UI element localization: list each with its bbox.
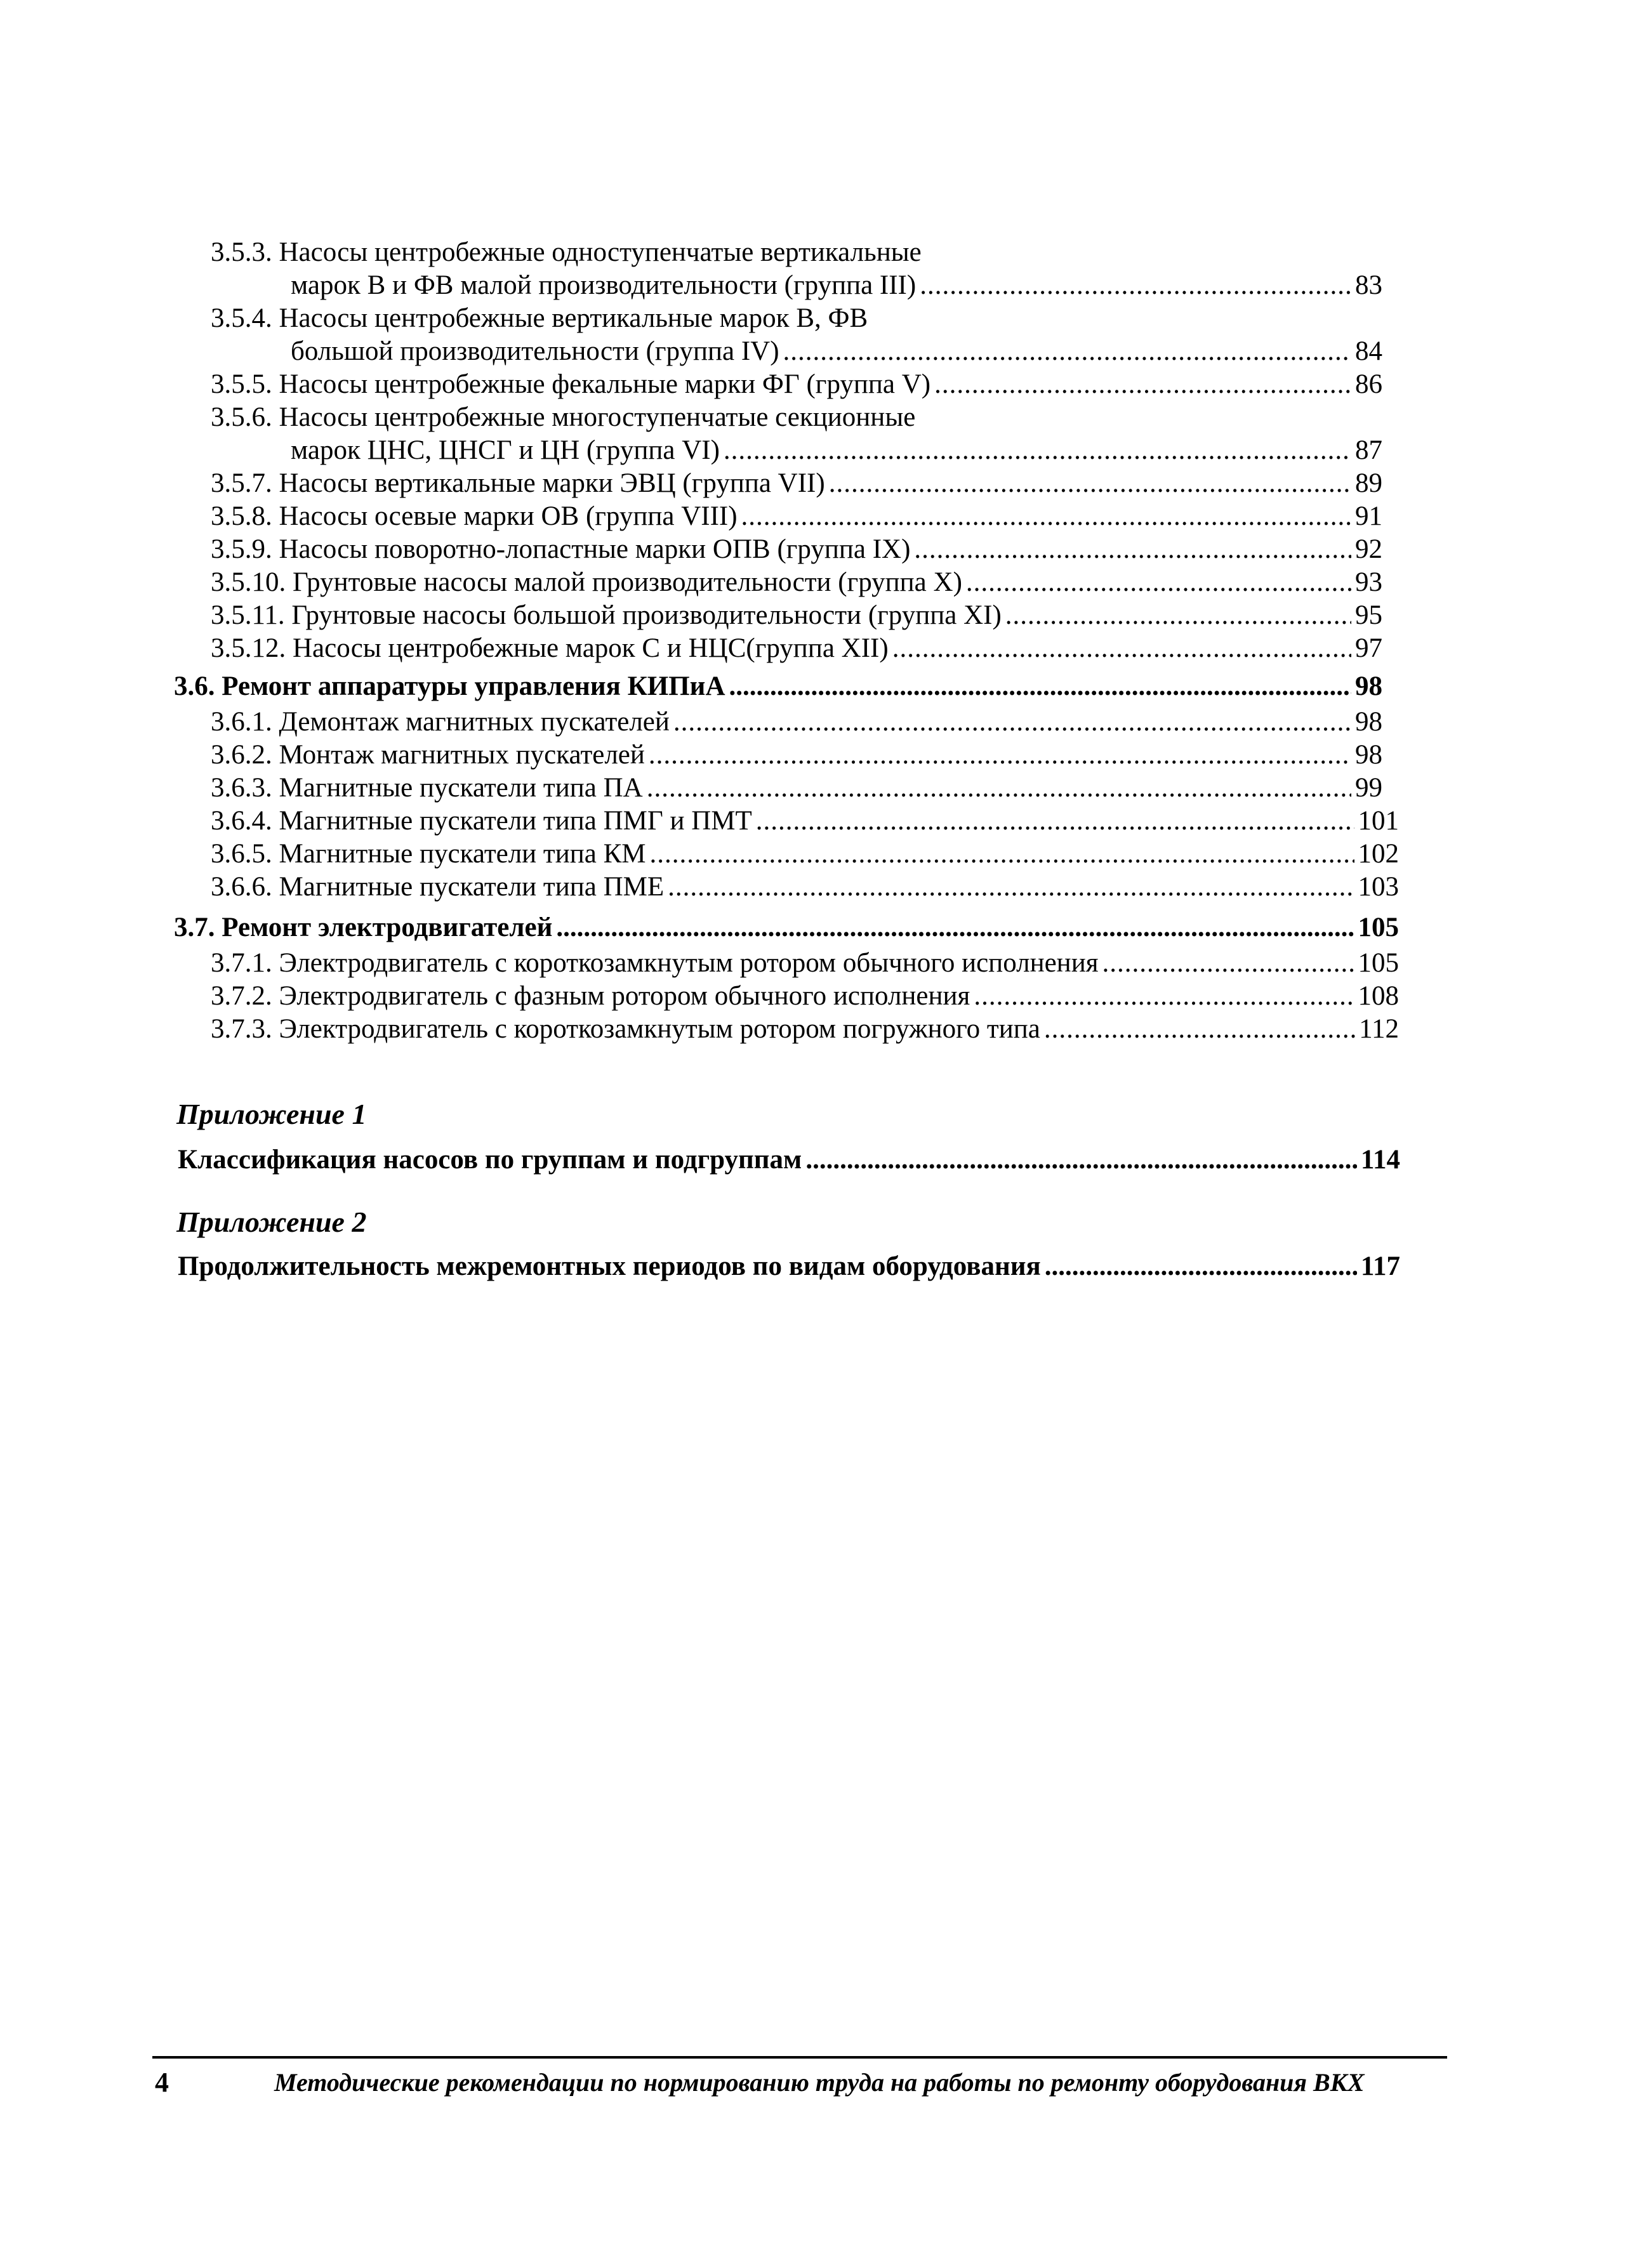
toc-page-number: 91 [1355, 501, 1382, 531]
toc-entry-3-6-5 [211, 838, 1399, 871]
footer-page-number: 4 [155, 2067, 169, 2098]
toc-entry-3-5-6-line2 [291, 434, 1382, 467]
toc-page-number: 101 [1358, 806, 1399, 836]
leader-dots [649, 739, 1351, 772]
toc-page-number: 102 [1358, 839, 1399, 869]
toc-page-number: 84 [1355, 336, 1382, 366]
toc-appendix-1 [178, 1144, 1400, 1177]
toc-entry-3-5-5 [211, 368, 1382, 401]
leader-dots [966, 566, 1351, 599]
toc-entry-3-5-6-line1 [211, 401, 1391, 434]
toc-page-number: 112 [1359, 1014, 1399, 1044]
toc-entry-text: 3.5.7. Насосы вертикальные марки ЭВЦ (группа VII) [211, 468, 825, 498]
toc-entry-3-5-4-line2 [291, 335, 1382, 368]
toc-page-number: 98 [1355, 740, 1382, 770]
leader-dots [805, 1144, 1357, 1177]
toc-entry-text: 3.5.11. Грунтовые насосы большой производительности (группа XI) [211, 600, 1002, 630]
toc-page-number: 98 [1355, 707, 1382, 737]
toc-entry-3-6-3 [211, 772, 1382, 805]
leader-dots [556, 911, 1354, 944]
toc-entry-text: 3.5.6. Насосы центробежные многоступенчатые секционные [211, 402, 916, 432]
toc-entry-3-5-12 [211, 632, 1382, 665]
toc-appendix-2 [178, 1250, 1400, 1283]
toc-page-number: 92 [1355, 534, 1382, 564]
toc-section-3-6 [174, 670, 1382, 703]
toc-entry-3-6-1 [211, 706, 1382, 739]
leader-dots [934, 368, 1351, 401]
toc-section-3-7 [174, 911, 1399, 944]
leader-dots [914, 533, 1351, 566]
toc-section-text: 3.7. Ремонт электродвигателей [174, 913, 553, 942]
toc-entry-text: 3.5.10. Грунтовые насосы малой производительности (группа X) [211, 567, 962, 597]
toc-page-number: 108 [1358, 981, 1399, 1011]
toc-entry-text: 3.6.5. Магнитные пускатели типа КМ [211, 839, 646, 869]
leader-dots [1044, 1013, 1355, 1046]
leader-dots [920, 269, 1351, 302]
toc-entry-text: большой производительности (группа IV) [291, 336, 779, 366]
leader-dots [741, 500, 1351, 533]
appendix-2-heading: Приложение 2 [176, 1206, 367, 1238]
leader-dots [729, 670, 1351, 703]
toc-entry-text: 3.5.8. Насосы осевые марки ОВ (группа VIII) [211, 501, 738, 531]
footer-title: Методические рекомендации по нормированию труда на работы по ремонту оборудования ВКХ [274, 2068, 1365, 2097]
toc-page-number: 117 [1360, 1251, 1400, 1281]
toc-entry-text: 3.6.3. Магнитные пускатели типа ПА [211, 773, 643, 803]
toc-entry-text: 3.7.2. Электродвигатель с фазным ротором обычного исполнения [211, 981, 970, 1011]
toc-entry-text: 3.6.6. Магнитные пускатели типа ПМЕ [211, 872, 665, 902]
toc-page-number: 97 [1355, 633, 1382, 663]
leader-dots [724, 434, 1351, 467]
toc-page-number: 105 [1358, 948, 1399, 978]
leader-dots [892, 632, 1351, 665]
toc-entry-text: марок ЦНС, ЦНСГ и ЦН (группа VI) [291, 435, 720, 465]
toc-page-number: 103 [1358, 872, 1399, 902]
toc-page-number: 83 [1355, 270, 1382, 300]
toc-page-number: 89 [1355, 468, 1382, 498]
leader-dots [1045, 1250, 1357, 1283]
toc-entry-text: 3.6.4. Магнитные пускатели типа ПМГ и ПМТ [211, 806, 752, 836]
toc-entry-3-6-4 [211, 805, 1399, 838]
toc-entry-3-5-7 [211, 467, 1382, 500]
toc-entry-text: марок В и ФВ малой производительности (группа III) [291, 270, 917, 300]
footer-divider [152, 2056, 1447, 2059]
toc-page-number: 86 [1355, 369, 1382, 399]
toc-page-number: 98 [1355, 671, 1382, 701]
toc-entry-3-5-3-line1 [211, 236, 1391, 269]
toc-entry-text: 3.5.4. Насосы центробежные вертикальные марок В, ФВ [211, 303, 868, 333]
toc-page-number: 99 [1355, 773, 1382, 803]
leader-dots [783, 335, 1351, 368]
toc-entry-3-5-9 [211, 533, 1382, 566]
toc-entry-3-7-2 [211, 980, 1399, 1013]
leader-dots [673, 706, 1351, 739]
leader-dots [668, 871, 1354, 904]
leader-dots [974, 980, 1354, 1013]
toc-page-number: 93 [1355, 567, 1382, 597]
toc-page-number: 87 [1355, 435, 1382, 465]
toc-entry-text: 3.5.3. Насосы центробежные одноступенчатые вертикальные [211, 237, 922, 267]
leader-dots [756, 805, 1354, 838]
leader-dots [1005, 599, 1351, 632]
toc-entry-text: 3.7.3. Электродвигатель с короткозамкнутым ротором погружного типа [211, 1014, 1040, 1044]
toc-section-text: 3.6. Ремонт аппаратуры управления КИПиА [174, 671, 725, 701]
toc-entry-3-5-3-line2 [291, 269, 1382, 302]
leader-dots [829, 467, 1351, 500]
toc-entry-3-5-11 [211, 599, 1382, 632]
toc-section-text: Продолжительность межремонтных периодов по видам оборудования [178, 1251, 1041, 1281]
toc-page-number: 95 [1355, 600, 1382, 630]
leader-dots [647, 772, 1351, 805]
leader-dots [649, 838, 1354, 871]
toc-entry-3-5-8 [211, 500, 1382, 533]
toc-entry-3-6-6 [211, 871, 1399, 904]
toc-entry-3-5-4-line1 [211, 302, 1391, 335]
toc-entry-text: 3.5.12. Насосы центробежные марок С и НЦС(группа XII) [211, 633, 889, 663]
toc-entry-text: 3.5.5. Насосы центробежные фекальные марки ФГ (группа V) [211, 369, 931, 399]
toc-entry-text: 3.7.1. Электродвигатель с короткозамкнутым ротором обычного исполнения [211, 948, 1099, 978]
toc-entry-3-5-10 [211, 566, 1382, 599]
toc-entry-3-6-2 [211, 739, 1382, 772]
toc-entry-text: 3.5.9. Насосы поворотно-лопастные марки ОПВ (группа IX) [211, 534, 911, 564]
toc-section-text: Классификация насосов по группам и подгруппам [178, 1145, 802, 1175]
leader-dots [1102, 947, 1354, 980]
toc-entry-text: 3.6.1. Демонтаж магнитных пускателей [211, 707, 670, 737]
toc-page-number: 105 [1358, 913, 1399, 942]
toc-entry-text: 3.6.2. Монтаж магнитных пускателей [211, 740, 645, 770]
toc-entry-3-7-1 [211, 947, 1399, 980]
toc-entry-3-7-3 [211, 1013, 1399, 1046]
toc-page-number: 114 [1360, 1145, 1400, 1175]
appendix-1-heading: Приложение 1 [176, 1098, 367, 1130]
